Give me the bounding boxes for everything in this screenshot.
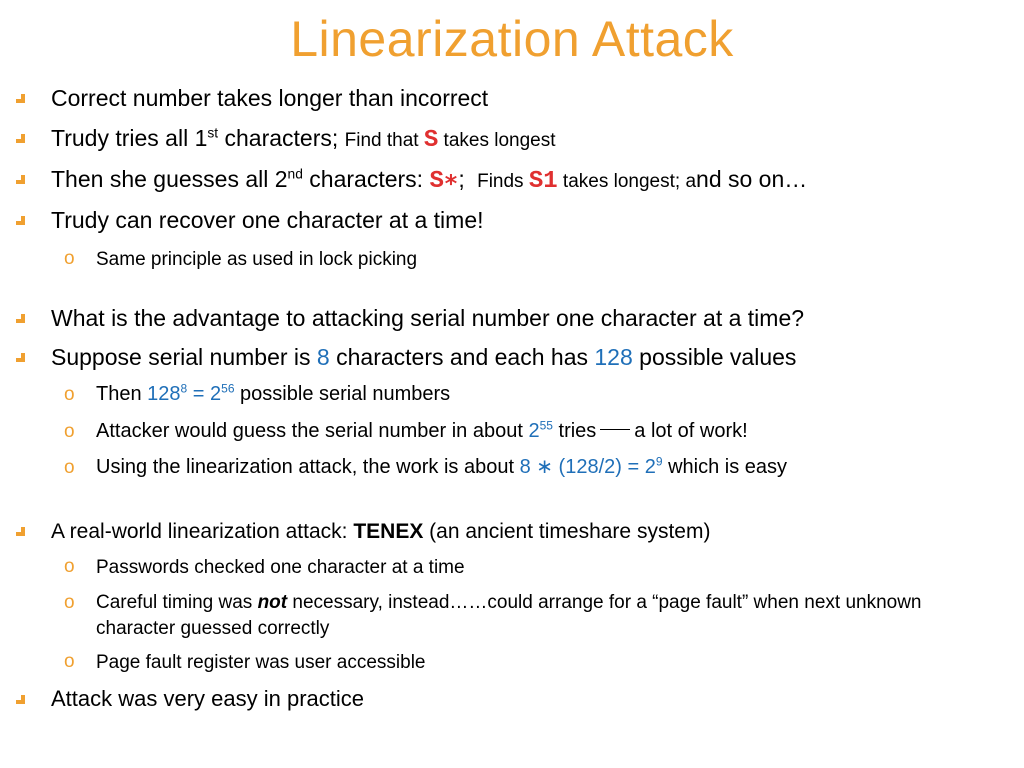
- text: Finds: [477, 171, 529, 192]
- text: characters:: [302, 166, 430, 192]
- sub-bullet-marker: o: [64, 556, 75, 577]
- text: necessary, instead……could arrange for a “page fault” when next unknown: [287, 592, 922, 613]
- text: Then: [96, 383, 148, 405]
- superscript: nd: [287, 166, 303, 182]
- code-s-star: S∗: [429, 168, 459, 195]
- bullet-real-world-attack: [51, 519, 710, 544]
- bullet-marker: [16, 353, 25, 362]
- text: characters and each has: [329, 344, 595, 370]
- superscript: st: [207, 125, 219, 141]
- text: takes longest: [438, 130, 556, 151]
- text: nd so on…: [696, 166, 808, 192]
- math-equals: = 2: [187, 383, 222, 405]
- bullet-trudy-tries: [51, 124, 556, 155]
- text: Using the linearization attack, the work is about: [96, 456, 520, 478]
- text: Attacker would guess the serial number in about: [96, 420, 529, 442]
- sub-bullet-passwords-checked: Passwords checked one character at a time: [96, 557, 465, 578]
- sub-bullet-possible-serials: [96, 382, 450, 407]
- sub-bullet-marker: o: [64, 248, 75, 269]
- code-s: S: [423, 127, 439, 154]
- bullet-marker: [16, 175, 25, 184]
- text: a: [685, 171, 697, 192]
- sub-bullet-marker: o: [64, 592, 75, 613]
- code-s1: S1: [528, 168, 558, 195]
- text: Find that: [344, 130, 424, 151]
- text: possible serial numbers: [234, 383, 451, 405]
- bold-term: TENEX: [353, 520, 424, 543]
- bullet-marker: [16, 134, 25, 143]
- math-exponent: 55: [539, 418, 553, 433]
- emphasis: not: [257, 592, 288, 613]
- math-expr: [520, 456, 663, 478]
- math-exponent: 56: [221, 381, 235, 396]
- text: Then she guesses all 2: [51, 166, 288, 192]
- bullet-marker: [16, 94, 25, 103]
- sub-bullet-marker: o: [64, 384, 75, 405]
- bullet-suppose-serial: [51, 343, 796, 371]
- math-expr: [528, 420, 552, 442]
- math-base: 128: [147, 383, 181, 405]
- bullet-marker: [16, 216, 25, 225]
- dash-line: [600, 429, 630, 430]
- math-base: 8 ∗ (128/2) = 2: [519, 456, 656, 478]
- sub-bullet-lock-picking: Same principle as used in lock picking: [96, 249, 418, 270]
- bullet-marker: [16, 314, 25, 323]
- sub-bullet-linearization-work: [96, 455, 787, 480]
- sub-bullet-marker: o: [64, 457, 75, 478]
- highlight-number: 8: [316, 344, 330, 370]
- sub-bullet-marker: o: [64, 651, 75, 672]
- bullet-marker: [16, 527, 25, 536]
- math-exponent: 9: [655, 454, 663, 469]
- text: ;: [458, 166, 472, 192]
- text: Trudy tries all 1: [51, 125, 208, 151]
- text: (an ancient timeshare system): [423, 520, 711, 543]
- text: A real-world linearization attack:: [51, 520, 354, 543]
- bullet-trudy-recover: Trudy can recover one character at a time!: [51, 207, 484, 233]
- math-base: 2: [528, 420, 540, 442]
- bullet-correct-number: Correct number takes longer than incorrect: [51, 85, 489, 111]
- text: tries: [552, 420, 597, 442]
- text: possible values: [632, 344, 797, 370]
- math-expr: [147, 383, 234, 405]
- sub-bullet-attacker-guess: [96, 419, 748, 444]
- sub-bullet-page-fault-register: Page fault register was user accessible: [96, 652, 426, 673]
- bullet-marker: [16, 695, 25, 704]
- slide-title: Linearization Attack: [290, 11, 734, 67]
- sub-bullet-careful-timing: [96, 590, 922, 615]
- highlight-number: 128: [594, 344, 633, 370]
- text: Suppose serial number is: [51, 344, 317, 370]
- text: a lot of work!: [634, 420, 748, 442]
- text: takes longest;: [557, 171, 686, 192]
- sub-bullet-careful-timing-cont: character guessed correctly: [96, 618, 330, 639]
- sub-bullet-marker: o: [64, 421, 75, 442]
- bullet-then-she-guesses: [51, 165, 807, 196]
- bullet-attack-easy: Attack was very easy in practice: [51, 686, 365, 711]
- math-exponent: 8: [180, 381, 188, 396]
- text: Careful timing was: [96, 592, 258, 613]
- text: which is easy: [662, 456, 788, 478]
- bullet-advantage-question: What is the advantage to attacking serial number one character at a time?: [51, 305, 805, 331]
- text: characters;: [218, 125, 345, 151]
